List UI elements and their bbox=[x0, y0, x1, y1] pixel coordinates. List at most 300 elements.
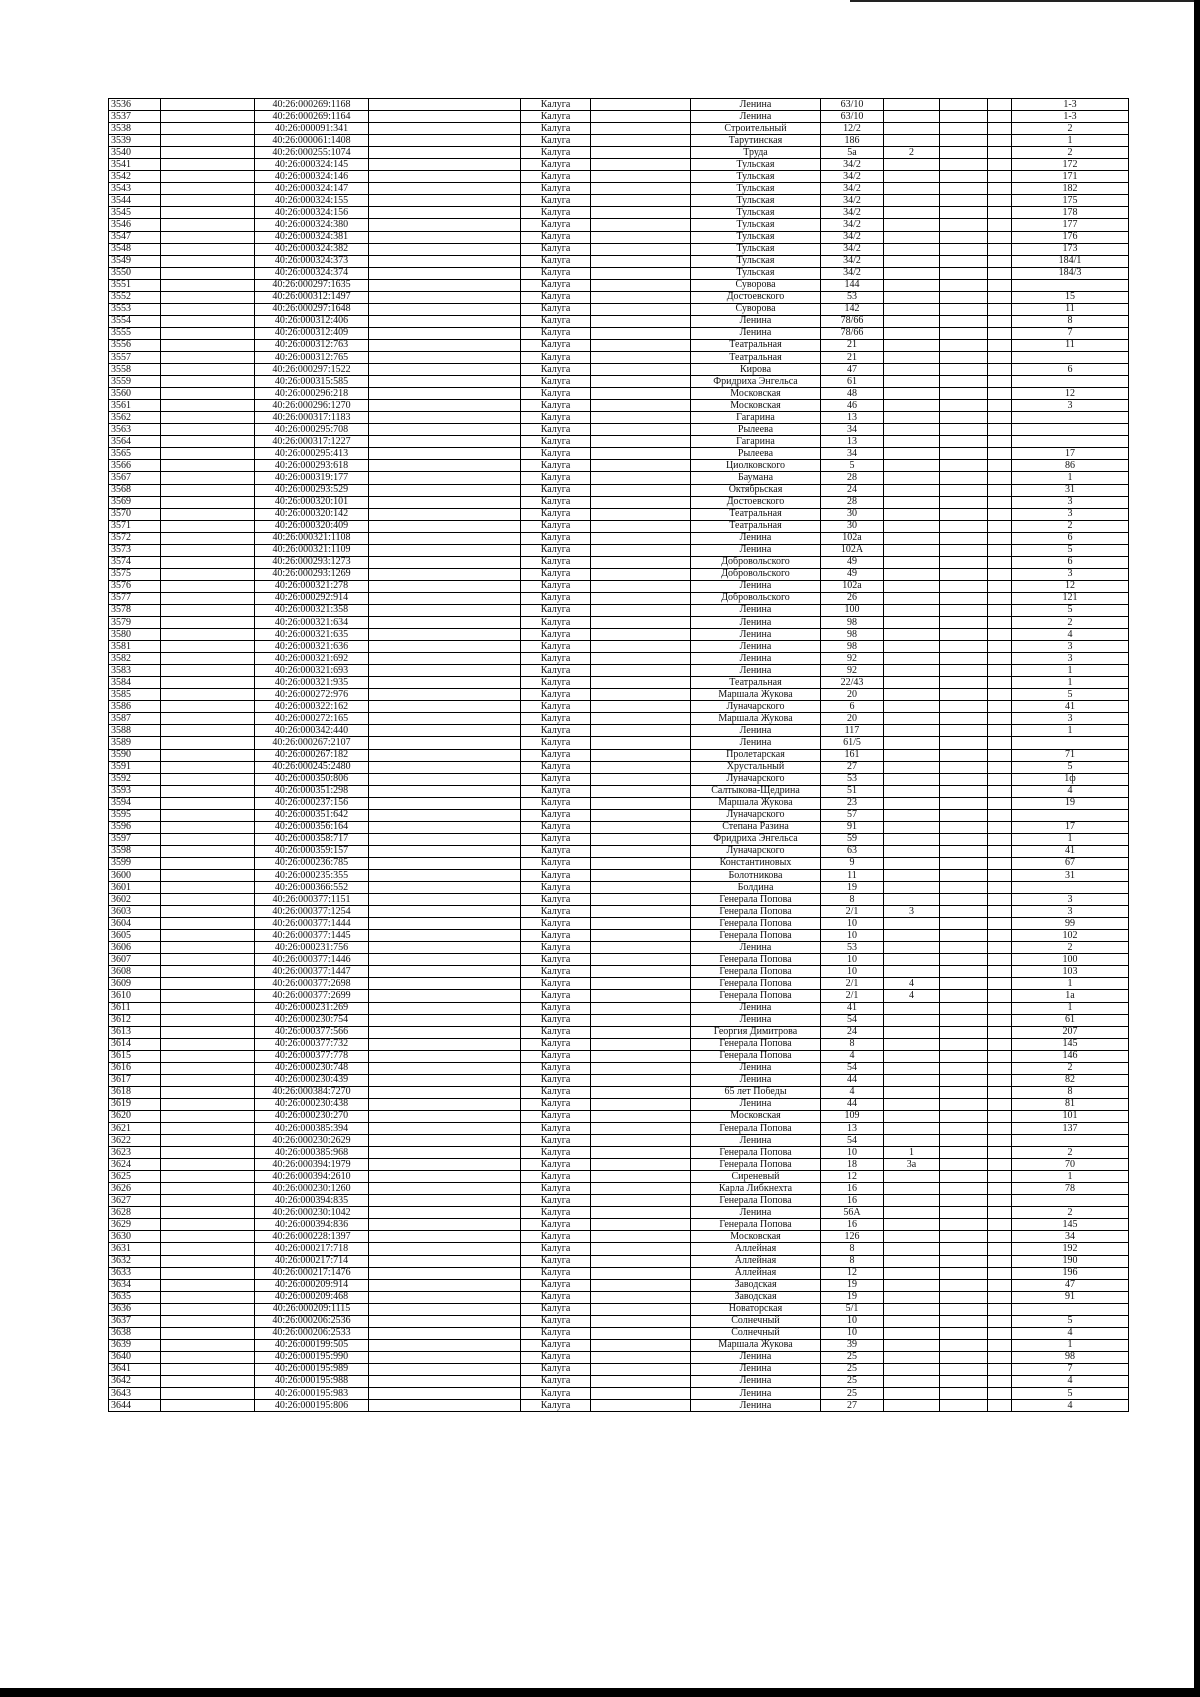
empty-cell bbox=[940, 351, 988, 363]
building-number bbox=[884, 894, 940, 906]
empty-cell bbox=[940, 1086, 988, 1098]
flat-number: 192 bbox=[1012, 1243, 1129, 1255]
row-number: 3548 bbox=[109, 243, 161, 255]
row-number: 3557 bbox=[109, 351, 161, 363]
building-number bbox=[884, 544, 940, 556]
flat-number: 2 bbox=[1012, 1147, 1129, 1159]
house-number: 19 bbox=[821, 1279, 884, 1291]
house-number: 92 bbox=[821, 653, 884, 665]
empty-cell bbox=[940, 243, 988, 255]
empty-cell bbox=[940, 882, 988, 894]
building-number bbox=[884, 484, 940, 496]
city: Калуга bbox=[521, 1363, 591, 1375]
cadastral-number: 40:26:000230:2629 bbox=[255, 1135, 369, 1147]
flat-number: 5 bbox=[1012, 1388, 1129, 1400]
city: Калуга bbox=[521, 1074, 591, 1086]
empty-cell bbox=[591, 749, 691, 761]
building-number bbox=[884, 1183, 940, 1195]
row-number: 3636 bbox=[109, 1303, 161, 1315]
street: Тарутинская bbox=[691, 135, 821, 147]
house-number: 44 bbox=[821, 1098, 884, 1110]
house-number: 63/10 bbox=[821, 111, 884, 123]
empty-cell bbox=[161, 1026, 255, 1038]
house-number: 9 bbox=[821, 857, 884, 869]
cadastral-number: 40:26:000230:270 bbox=[255, 1110, 369, 1122]
house-number: 34/2 bbox=[821, 171, 884, 183]
flat-number bbox=[1012, 436, 1129, 448]
flat-number: 61 bbox=[1012, 1014, 1129, 1026]
row-number: 3574 bbox=[109, 556, 161, 568]
city: Калуга bbox=[521, 159, 591, 171]
street: Ленина bbox=[691, 1098, 821, 1110]
building-number bbox=[884, 364, 940, 376]
empty-cell bbox=[161, 1183, 255, 1195]
cadastral-number: 40:26:000209:1115 bbox=[255, 1303, 369, 1315]
house-number: 10 bbox=[821, 1147, 884, 1159]
cadastral-number: 40:26:000321:692 bbox=[255, 653, 369, 665]
empty-cell bbox=[591, 713, 691, 725]
street: Ленина bbox=[691, 532, 821, 544]
empty-cell bbox=[591, 339, 691, 351]
street: Достоевского bbox=[691, 496, 821, 508]
empty-cell bbox=[161, 568, 255, 580]
empty-cell bbox=[591, 1002, 691, 1014]
city: Калуга bbox=[521, 556, 591, 568]
empty-cell bbox=[369, 761, 521, 773]
building-number bbox=[884, 1363, 940, 1375]
flat-number: 145 bbox=[1012, 1219, 1129, 1231]
table-row bbox=[109, 833, 1129, 845]
empty-cell bbox=[988, 412, 1012, 424]
table-row bbox=[109, 882, 1129, 894]
street: Тульская bbox=[691, 195, 821, 207]
city: Калуга bbox=[521, 689, 591, 701]
flat-number bbox=[1012, 1303, 1129, 1315]
empty-cell bbox=[591, 1327, 691, 1339]
table-row bbox=[109, 303, 1129, 315]
row-number: 3640 bbox=[109, 1351, 161, 1363]
building-number bbox=[884, 954, 940, 966]
city: Калуга bbox=[521, 472, 591, 484]
city: Калуга bbox=[521, 845, 591, 857]
empty-cell bbox=[988, 183, 1012, 195]
flat-number: 5 bbox=[1012, 544, 1129, 556]
cadastral-number: 40:26:000231:269 bbox=[255, 1002, 369, 1014]
empty-cell bbox=[591, 773, 691, 785]
empty-cell bbox=[591, 737, 691, 749]
street: Генерала Попова bbox=[691, 1050, 821, 1062]
empty-cell bbox=[369, 845, 521, 857]
empty-cell bbox=[591, 966, 691, 978]
empty-cell bbox=[988, 1122, 1012, 1134]
row-number: 3599 bbox=[109, 857, 161, 869]
row-number: 3579 bbox=[109, 617, 161, 629]
flat-number: 12 bbox=[1012, 580, 1129, 592]
building-number bbox=[884, 1279, 940, 1291]
street: Ленина bbox=[691, 315, 821, 327]
cadastral-number: 40:26:000195:989 bbox=[255, 1363, 369, 1375]
row-number: 3603 bbox=[109, 906, 161, 918]
empty-cell bbox=[369, 1207, 521, 1219]
street: Тульская bbox=[691, 267, 821, 279]
cadastral-number: 40:26:000255:1074 bbox=[255, 147, 369, 159]
city: Калуга bbox=[521, 1062, 591, 1074]
row-number: 3556 bbox=[109, 339, 161, 351]
scan-edge-bottom bbox=[0, 1688, 1200, 1697]
street: Тульская bbox=[691, 231, 821, 243]
building-number bbox=[884, 677, 940, 689]
empty-cell bbox=[591, 520, 691, 532]
empty-cell bbox=[591, 725, 691, 737]
empty-cell bbox=[940, 773, 988, 785]
flat-number: 19 bbox=[1012, 797, 1129, 809]
empty-cell bbox=[161, 484, 255, 496]
empty-cell bbox=[988, 460, 1012, 472]
table-row bbox=[109, 1038, 1129, 1050]
empty-cell bbox=[369, 1267, 521, 1279]
table-row bbox=[109, 231, 1129, 243]
city: Калуга bbox=[521, 1255, 591, 1267]
table-row bbox=[109, 954, 1129, 966]
city: Калуга bbox=[521, 303, 591, 315]
empty-cell bbox=[161, 1159, 255, 1171]
empty-cell bbox=[161, 785, 255, 797]
city: Калуга bbox=[521, 1147, 591, 1159]
street: Ленина bbox=[691, 544, 821, 556]
empty-cell bbox=[369, 1026, 521, 1038]
table-row bbox=[109, 580, 1129, 592]
table-row bbox=[109, 400, 1129, 412]
city: Калуга bbox=[521, 1183, 591, 1195]
building-number bbox=[884, 1026, 940, 1038]
empty-cell bbox=[369, 1279, 521, 1291]
flat-number: 145 bbox=[1012, 1038, 1129, 1050]
building-number bbox=[884, 641, 940, 653]
flat-number: 1а bbox=[1012, 990, 1129, 1002]
city: Калуга bbox=[521, 1351, 591, 1363]
city: Калуга bbox=[521, 1098, 591, 1110]
empty-cell bbox=[369, 315, 521, 327]
flat-number: 2 bbox=[1012, 520, 1129, 532]
empty-cell bbox=[988, 629, 1012, 641]
house-number: 10 bbox=[821, 954, 884, 966]
empty-cell bbox=[591, 1062, 691, 1074]
building-number bbox=[884, 219, 940, 231]
empty-cell bbox=[940, 809, 988, 821]
empty-cell bbox=[369, 894, 521, 906]
row-number: 3604 bbox=[109, 918, 161, 930]
empty-cell bbox=[369, 785, 521, 797]
flat-number bbox=[1012, 882, 1129, 894]
flat-number: 100 bbox=[1012, 954, 1129, 966]
row-number: 3551 bbox=[109, 279, 161, 291]
empty-cell bbox=[591, 376, 691, 388]
empty-cell bbox=[940, 99, 988, 111]
cadastral-number: 40:26:000235:355 bbox=[255, 870, 369, 882]
building-number bbox=[884, 604, 940, 616]
row-number: 3543 bbox=[109, 183, 161, 195]
table-row bbox=[109, 147, 1129, 159]
city: Калуга bbox=[521, 1267, 591, 1279]
empty-cell bbox=[940, 147, 988, 159]
empty-cell bbox=[940, 472, 988, 484]
building-number bbox=[884, 183, 940, 195]
city: Калуга bbox=[521, 713, 591, 725]
city: Калуга bbox=[521, 1050, 591, 1062]
empty-cell bbox=[591, 1074, 691, 1086]
house-number: 24 bbox=[821, 1026, 884, 1038]
empty-cell bbox=[591, 327, 691, 339]
cadastral-number: 40:26:000377:1445 bbox=[255, 930, 369, 942]
city: Калуга bbox=[521, 520, 591, 532]
building-number bbox=[884, 966, 940, 978]
empty-cell bbox=[369, 749, 521, 761]
row-number: 3558 bbox=[109, 364, 161, 376]
cadastral-number: 40:26:000377:2699 bbox=[255, 990, 369, 1002]
empty-cell bbox=[940, 159, 988, 171]
empty-cell bbox=[940, 111, 988, 123]
empty-cell bbox=[369, 1074, 521, 1086]
building-number bbox=[884, 857, 940, 869]
empty-cell bbox=[988, 123, 1012, 135]
empty-cell bbox=[591, 1171, 691, 1183]
empty-cell bbox=[591, 1255, 691, 1267]
empty-cell bbox=[940, 1122, 988, 1134]
building-number bbox=[884, 737, 940, 749]
table-row bbox=[109, 845, 1129, 857]
flat-number: 5 bbox=[1012, 689, 1129, 701]
empty-cell bbox=[940, 376, 988, 388]
empty-cell bbox=[369, 1195, 521, 1207]
empty-cell bbox=[161, 773, 255, 785]
empty-cell bbox=[161, 412, 255, 424]
empty-cell bbox=[369, 966, 521, 978]
empty-cell bbox=[988, 1183, 1012, 1195]
empty-cell bbox=[591, 1231, 691, 1243]
street: Труда bbox=[691, 147, 821, 159]
empty-cell bbox=[940, 857, 988, 869]
empty-cell bbox=[988, 1315, 1012, 1327]
empty-cell bbox=[369, 629, 521, 641]
building-number: 3 bbox=[884, 906, 940, 918]
house-number: 26 bbox=[821, 592, 884, 604]
table-row bbox=[109, 1207, 1129, 1219]
empty-cell bbox=[940, 906, 988, 918]
empty-cell bbox=[369, 797, 521, 809]
city: Калуга bbox=[521, 111, 591, 123]
row-number: 3638 bbox=[109, 1327, 161, 1339]
flat-number: 8 bbox=[1012, 1086, 1129, 1098]
table-row bbox=[109, 1147, 1129, 1159]
city: Калуга bbox=[521, 785, 591, 797]
flat-number: 7 bbox=[1012, 1363, 1129, 1375]
building-number bbox=[884, 327, 940, 339]
empty-cell bbox=[591, 942, 691, 954]
street: Ленина bbox=[691, 942, 821, 954]
table-row bbox=[109, 1219, 1129, 1231]
cadastral-number: 40:26:000350:806 bbox=[255, 773, 369, 785]
empty-cell bbox=[988, 291, 1012, 303]
empty-cell bbox=[940, 737, 988, 749]
row-number: 3545 bbox=[109, 207, 161, 219]
row-number: 3623 bbox=[109, 1147, 161, 1159]
empty-cell bbox=[940, 1219, 988, 1231]
row-number: 3568 bbox=[109, 484, 161, 496]
empty-cell bbox=[369, 159, 521, 171]
empty-cell bbox=[161, 725, 255, 737]
empty-cell bbox=[369, 737, 521, 749]
cadastral-number: 40:26:000297:1648 bbox=[255, 303, 369, 315]
house-number: 25 bbox=[821, 1375, 884, 1387]
empty-cell bbox=[940, 267, 988, 279]
city: Калуга bbox=[521, 653, 591, 665]
cadastral-number: 40:26:000236:785 bbox=[255, 857, 369, 869]
cadastral-number: 40:26:000324:147 bbox=[255, 183, 369, 195]
empty-cell bbox=[988, 1400, 1012, 1412]
empty-cell bbox=[369, 906, 521, 918]
house-number: 54 bbox=[821, 1062, 884, 1074]
street: Театральная bbox=[691, 520, 821, 532]
city: Калуга bbox=[521, 267, 591, 279]
cadastral-number: 40:26:000321:636 bbox=[255, 641, 369, 653]
empty-cell bbox=[940, 1098, 988, 1110]
row-number: 3591 bbox=[109, 761, 161, 773]
cadastral-number: 40:26:000312:406 bbox=[255, 315, 369, 327]
cadastral-number: 40:26:000315:585 bbox=[255, 376, 369, 388]
empty-cell bbox=[369, 1363, 521, 1375]
house-number: 34/2 bbox=[821, 195, 884, 207]
empty-cell bbox=[161, 303, 255, 315]
street: Генерала Попова bbox=[691, 1147, 821, 1159]
empty-cell bbox=[591, 1207, 691, 1219]
empty-cell bbox=[369, 99, 521, 111]
empty-cell bbox=[369, 1400, 521, 1412]
empty-cell bbox=[940, 845, 988, 857]
street: Циолковского bbox=[691, 460, 821, 472]
house-number: 59 bbox=[821, 833, 884, 845]
empty-cell bbox=[161, 689, 255, 701]
empty-cell bbox=[940, 412, 988, 424]
empty-cell bbox=[369, 472, 521, 484]
building-number bbox=[884, 400, 940, 412]
empty-cell bbox=[988, 1255, 1012, 1267]
empty-cell bbox=[369, 617, 521, 629]
building-number bbox=[884, 713, 940, 725]
empty-cell bbox=[369, 183, 521, 195]
table-row bbox=[109, 689, 1129, 701]
empty-cell bbox=[161, 894, 255, 906]
flat-number: 4 bbox=[1012, 629, 1129, 641]
cadastral-number: 40:26:000296:1270 bbox=[255, 400, 369, 412]
row-number: 3552 bbox=[109, 291, 161, 303]
building-number bbox=[884, 496, 940, 508]
city: Калуга bbox=[521, 870, 591, 882]
empty-cell bbox=[369, 1098, 521, 1110]
table-row bbox=[109, 725, 1129, 737]
street: Ленина bbox=[691, 99, 821, 111]
building-number bbox=[884, 1303, 940, 1315]
empty-cell bbox=[161, 327, 255, 339]
empty-cell bbox=[369, 279, 521, 291]
flat-number: 1 bbox=[1012, 833, 1129, 845]
empty-cell bbox=[988, 1327, 1012, 1339]
row-number: 3590 bbox=[109, 749, 161, 761]
city: Калуга bbox=[521, 508, 591, 520]
empty-cell bbox=[988, 990, 1012, 1002]
cadastral-number: 40:26:000267:182 bbox=[255, 749, 369, 761]
empty-cell bbox=[369, 641, 521, 653]
empty-cell bbox=[988, 737, 1012, 749]
building-number bbox=[884, 135, 940, 147]
city: Калуга bbox=[521, 942, 591, 954]
cadastral-number: 40:26:000293:1273 bbox=[255, 556, 369, 568]
street: Маршала Жукова bbox=[691, 797, 821, 809]
empty-cell bbox=[988, 267, 1012, 279]
empty-cell bbox=[988, 1062, 1012, 1074]
row-number: 3576 bbox=[109, 580, 161, 592]
empty-cell bbox=[988, 303, 1012, 315]
empty-cell bbox=[988, 99, 1012, 111]
empty-cell bbox=[369, 1327, 521, 1339]
row-number: 3566 bbox=[109, 460, 161, 472]
table-row bbox=[109, 966, 1129, 978]
empty-cell bbox=[940, 1062, 988, 1074]
building-number bbox=[884, 424, 940, 436]
city: Калуга bbox=[521, 1110, 591, 1122]
city: Калуга bbox=[521, 219, 591, 231]
empty-cell bbox=[369, 809, 521, 821]
cadastral-number: 40:26:000292:914 bbox=[255, 592, 369, 604]
street: Тульская bbox=[691, 243, 821, 255]
table-row bbox=[109, 388, 1129, 400]
empty-cell bbox=[591, 207, 691, 219]
empty-cell bbox=[940, 592, 988, 604]
registry-table-body bbox=[109, 99, 1129, 1412]
empty-cell bbox=[369, 942, 521, 954]
empty-cell bbox=[161, 1050, 255, 1062]
empty-cell bbox=[940, 364, 988, 376]
cadastral-number: 40:26:000230:1260 bbox=[255, 1183, 369, 1195]
street: Сиреневый bbox=[691, 1171, 821, 1183]
flat-number: 91 bbox=[1012, 1291, 1129, 1303]
row-number: 3622 bbox=[109, 1135, 161, 1147]
table-row bbox=[109, 376, 1129, 388]
row-number: 3542 bbox=[109, 171, 161, 183]
row-number: 3546 bbox=[109, 219, 161, 231]
cadastral-number: 40:26:000091:341 bbox=[255, 123, 369, 135]
empty-cell bbox=[369, 857, 521, 869]
empty-cell bbox=[591, 424, 691, 436]
row-number: 3616 bbox=[109, 1062, 161, 1074]
empty-cell bbox=[161, 351, 255, 363]
street: Генерала Попова bbox=[691, 894, 821, 906]
empty-cell bbox=[161, 665, 255, 677]
empty-cell bbox=[940, 677, 988, 689]
empty-cell bbox=[369, 424, 521, 436]
empty-cell bbox=[940, 496, 988, 508]
street: Рылеева bbox=[691, 424, 821, 436]
building-number bbox=[884, 809, 940, 821]
row-number: 3588 bbox=[109, 725, 161, 737]
row-number: 3630 bbox=[109, 1231, 161, 1243]
empty-cell bbox=[940, 303, 988, 315]
street: Маршала Жукова bbox=[691, 689, 821, 701]
flat-number: 86 bbox=[1012, 460, 1129, 472]
cadastral-number: 40:26:000377:1254 bbox=[255, 906, 369, 918]
empty-cell bbox=[988, 364, 1012, 376]
row-number: 3631 bbox=[109, 1243, 161, 1255]
empty-cell bbox=[591, 436, 691, 448]
